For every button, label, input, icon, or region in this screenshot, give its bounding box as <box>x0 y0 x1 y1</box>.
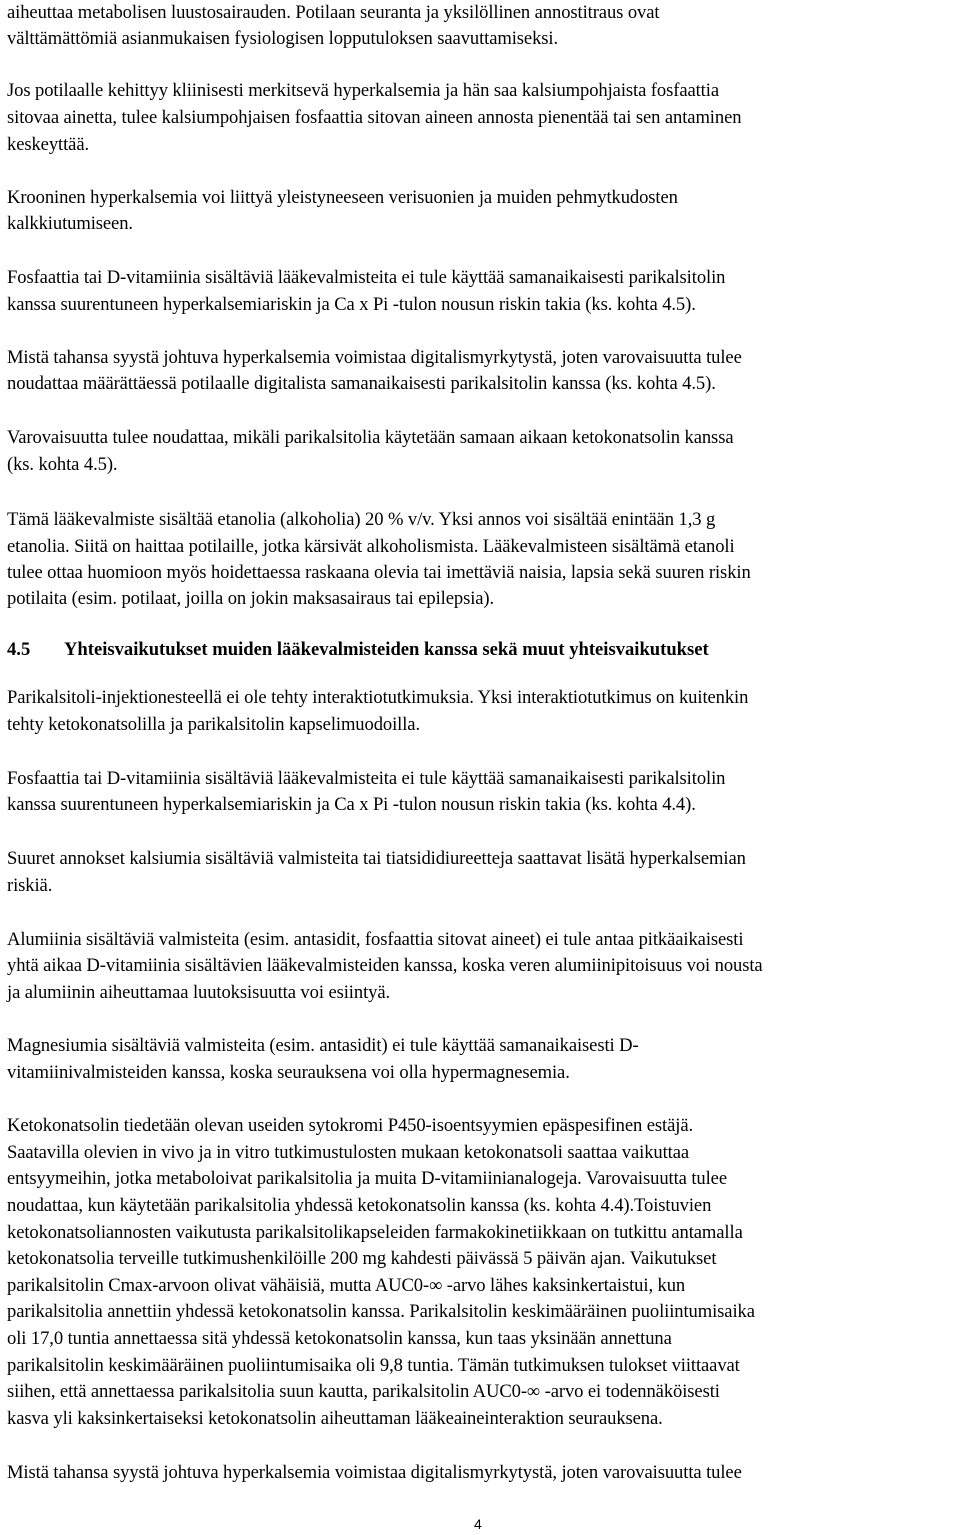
section-title: Yhteisvaikutukset muiden lääkevalmisteiden kanssa sekä muut yhteisvaikutukset <box>64 639 709 660</box>
text-line: tulee ottaa huomioon myös hoidettaessa raskaana olevia tai imettäviä naisia, lapsia sekä suuren riskin <box>7 562 751 583</box>
text-line: kasva yli kaksinkertaiseksi ketokonatsolin aiheuttaman lääkeaineinteraktion seurauksena. <box>7 1408 663 1429</box>
text-line: Tämä lääkevalmiste sisältää etanolia (alkoholia) 20 % v/v. Yksi annos voi sisältää enintään 1,3 g <box>7 509 716 530</box>
text-line: Varovaisuutta tulee noudattaa, mikäli parikalsitolia käytetään samaan aikaan ketokonatsolin kanssa <box>7 427 734 448</box>
text-line: Mistä tahansa syystä johtuva hyperkalsemia voimistaa digitalismyrkytystä, joten varovaisuutta tulee <box>7 1462 742 1483</box>
page-number: 4 <box>474 1516 482 1532</box>
text-line: yhtä aikaa D-vitamiinia sisältävien lääkevalmisteiden kanssa, koska veren alumiinipitoisuus voi nousta <box>7 955 763 976</box>
text-line: siihen, että annettaessa parikalsitolia suun kautta, parikalsitolin AUC0-∞ -arvo ei todennäköisesti <box>7 1381 720 1402</box>
text-line: Jos potilaalle kehittyy kliinisesti merkitsevä hyperkalsemia ja hän saa kalsiumpohjaista fosfaattia <box>7 80 719 101</box>
text-line: (ks. kohta 4.5). <box>7 454 118 475</box>
text-line: potilaita (esim. potilaat, joilla on jokin maksasairaus tai epilepsia). <box>7 588 495 609</box>
text-line: kanssa suurentuneen hyperkalsemiariskin ja Ca x Pi -tulon nousun riskin takia (ks. kohta 4.4). <box>7 794 696 815</box>
text-line: oli 17,0 tuntia annettaessa sitä yhdessä ketokonatsolin kanssa, kun taas yksinään annettuna <box>7 1328 672 1349</box>
text-line: Alumiinia sisältäviä valmisteita (esim. antasidit, fosfaattia sitovat aineet) ei tule antaa pitkäaikaisesti <box>7 929 744 950</box>
text-line: välttämättömiä asianmukaisen fysiologisen lopputuloksen saavuttamiseksi. <box>7 28 559 49</box>
text-line: Saatavilla olevien in vivo ja in vitro tutkimustulosten mukaan ketokonatsoli saattaa vaikuttaa <box>7 1142 690 1163</box>
text-line: sitovaa ainetta, tulee kalsiumpohjaisen fosfaattia sitovan aineen annosta pienentää tai sen antaminen <box>7 107 742 128</box>
text-line: parikalsitolin keskimääräinen puoliintumisaika oli 9,8 tuntia. Tämän tutkimuksen tulokset viittaavat <box>7 1355 740 1376</box>
text-line: Mistä tahansa syystä johtuva hyperkalsemia voimistaa digitalismyrkytystä, joten varovaisuutta tulee <box>7 347 742 368</box>
text-line: parikalsitolin Cmax-arvoon olivat vähäisiä, mutta AUC0-∞ -arvo lähes kaksinkertaistui, kun <box>7 1275 686 1296</box>
text-line: tehty ketokonatsolilla ja parikalsitolin kapselimuodoilla. <box>7 714 420 735</box>
text-line: Suuret annokset kalsiumia sisältäviä valmisteita tai tiatsididiureetteja saattavat lisätä hyperkalsemian <box>7 848 746 869</box>
text-line: aiheuttaa metabolisen luustosairauden. Potilaan seuranta ja yksilöllinen annostitraus ovat <box>7 2 660 23</box>
text-line: noudattaa määrättäessä potilaalle digitalista samanaikaisesti parikalsitolin kanssa (ks. kohta 4.5). <box>7 373 716 394</box>
text-line: parikalsitolia annettiin yhdessä ketokonatsolin kanssa. Parikalsitolin keskimääräinen puoliintumisaika <box>7 1301 755 1322</box>
text-line: noudattaa, kun käytetään parikalsitolia yhdessä ketokonatsolin kanssa (ks. kohta 4.4).Toistuvien <box>7 1195 712 1216</box>
text-line: etanolia. Siitä on haittaa potilaille, jotka kärsivät alkoholismista. Lääkevalmisteen sisältämä etanoli <box>7 536 735 557</box>
text-line: ketokonatsoliannosten vaikutusta parikalsitolikapseleiden farmakokinetiikkaan on tutkittu antamalla <box>7 1222 743 1243</box>
text-line: riskiä. <box>7 875 53 896</box>
text-line: Parikalsitoli-injektionesteellä ei ole tehty interaktiotutkimuksia. Yksi interaktiotutkimus on kuitenkin <box>7 687 749 708</box>
text-line: ketokonatsolia terveille tutkimushenkilöille 200 mg kahdesti päivässä 5 päivän ajan. Vaikutukset <box>7 1248 717 1269</box>
text-line: Fosfaattia tai D-vitamiinia sisältäviä lääkevalmisteita ei tule käyttää samanaikaisesti parikalsitolin <box>7 267 726 288</box>
text-line: entsyymeihin, jotka metaboloivat parikalsitolia ja muita D-vitamiinianalogeja. Varovaisuutta tulee <box>7 1168 727 1189</box>
text-line: Magnesiumia sisältäviä valmisteita (esim. antasidit) ei tule käyttää samanaikaisesti D- <box>7 1035 639 1056</box>
text-line: Krooninen hyperkalsemia voi liittyä yleistyneeseen verisuonien ja muiden pehmytkudosten <box>7 187 678 208</box>
section-heading <box>7 637 709 663</box>
text-line: kalkkiutumiseen. <box>7 213 133 234</box>
text-line: Ketokonatsolin tiedetään olevan useiden sytokromi P450-isoentsyymien epäspesifinen estäjä. <box>7 1115 694 1136</box>
text-line: vitamiinivalmisteiden kanssa, koska seurauksena voi olla hypermagnesemia. <box>7 1062 570 1083</box>
text-line: keskeyttää. <box>7 134 90 155</box>
text-line: Fosfaattia tai D-vitamiinia sisältäviä lääkevalmisteita ei tule käyttää samanaikaisesti parikalsitolin <box>7 768 726 789</box>
text-line: ja alumiinin aiheuttamaa luutoksisuutta voi esiintyä. <box>7 982 391 1003</box>
text-line: kanssa suurentuneen hyperkalsemiariskin ja Ca x Pi -tulon nousun riskin takia (ks. kohta 4.5). <box>7 294 696 315</box>
section-number: 4.5 <box>7 639 31 660</box>
